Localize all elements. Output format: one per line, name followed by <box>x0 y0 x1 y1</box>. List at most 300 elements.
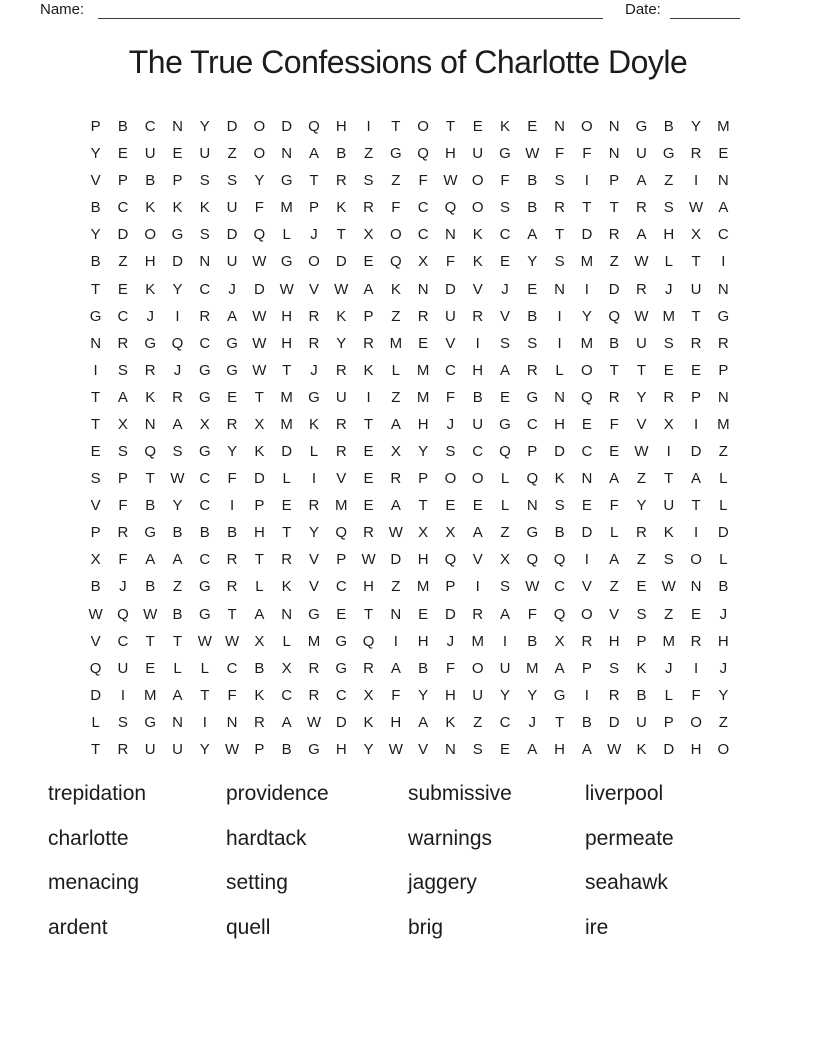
grid-letter: C <box>335 686 347 704</box>
grid-letter: I <box>93 361 98 379</box>
grid-letter: B <box>663 118 674 136</box>
grid-letter: B <box>145 172 156 190</box>
grid-letter: K <box>336 307 347 325</box>
grid-letter: O <box>581 361 593 379</box>
grid-letter: W <box>170 470 185 488</box>
grid-letter: U <box>636 334 647 352</box>
word-list-item: quell <box>226 915 271 939</box>
grid-letter: T <box>172 632 183 650</box>
grid-letter: K <box>636 659 647 677</box>
grid-letter: A <box>281 713 292 731</box>
grid-letter: W <box>225 740 240 758</box>
grid-letter: F <box>118 551 128 569</box>
grid-letter: W <box>388 524 403 542</box>
grid-letter: Y <box>90 145 101 163</box>
grid-letter: G <box>226 334 238 352</box>
grid-letter: I <box>693 659 699 677</box>
grid-letter: I <box>120 686 126 704</box>
grid-letter: B <box>527 307 538 325</box>
grid-letter: R <box>472 307 484 325</box>
grid-letter: N <box>390 605 402 623</box>
grid-letter: H <box>445 145 456 163</box>
grid-letter: U <box>226 253 238 271</box>
grid-letter: C <box>445 361 456 379</box>
grid-letter: V <box>90 497 101 515</box>
grid-letter: M <box>717 415 730 433</box>
grid-letter: B <box>117 118 128 136</box>
grid-letter: X <box>90 551 101 569</box>
grid-letter: T <box>309 172 319 190</box>
grid-letter: K <box>145 199 156 217</box>
grid-letter: V <box>636 415 647 433</box>
grid-letter: B <box>527 172 538 190</box>
grid-letter: H <box>417 415 429 433</box>
grid-letter: I <box>557 307 562 325</box>
grid-letter: Z <box>664 605 674 623</box>
grid-letter: T <box>145 470 155 488</box>
grid-letter: C <box>417 226 429 244</box>
grid-letter: E <box>363 253 374 271</box>
grid-letter: I <box>475 334 480 352</box>
grid-letter: K <box>445 713 456 731</box>
word-list-item: jaggery <box>408 871 477 894</box>
grid-letter: S <box>554 497 565 515</box>
grid-letter: H <box>445 686 456 704</box>
grid-letter: T <box>582 199 592 217</box>
grid-letter: M <box>280 388 293 406</box>
grid-letter: R <box>636 524 647 542</box>
grid-letter: D <box>253 470 265 488</box>
grid-letter: J <box>173 361 182 379</box>
grid-letter: F <box>445 659 456 677</box>
grid-letter: W <box>197 632 212 650</box>
grid-letter: Z <box>500 524 510 542</box>
grid-letter: O <box>471 470 484 488</box>
grid-letter: I <box>693 524 699 542</box>
word-search-grid <box>82 113 737 763</box>
grid-letter: D <box>608 713 620 731</box>
grid-letter: S <box>199 172 210 190</box>
grid-letter: M <box>526 659 539 677</box>
grid-letter: G <box>198 605 211 623</box>
grid-letter: S <box>500 334 511 352</box>
grid-letter: T <box>363 605 374 623</box>
grid-letter: J <box>446 632 455 650</box>
grid-letter: Y <box>527 253 538 271</box>
grid-letter: Y <box>418 443 429 461</box>
grid-letter: K <box>145 388 156 406</box>
grid-letter: B <box>254 659 265 677</box>
grid-letter: J <box>446 415 455 433</box>
grid-letter: B <box>145 578 156 596</box>
grid-letter: P <box>718 361 729 379</box>
grid-letter: C <box>581 443 593 461</box>
grid-letter: Z <box>118 253 128 271</box>
grid-letter: O <box>581 118 593 136</box>
grid-letter: A <box>363 280 374 298</box>
grid-letter: B <box>554 524 565 542</box>
grid-letter: H <box>663 226 675 244</box>
grid-letter: K <box>390 280 401 298</box>
grid-letter: Y <box>363 740 374 758</box>
grid-letter: A <box>390 415 401 433</box>
grid-letter: V <box>609 605 620 623</box>
grid-letter: G <box>335 632 348 650</box>
grid-letter: B <box>581 713 592 731</box>
grid-letter: G <box>198 578 211 596</box>
grid-letter: A <box>527 740 538 758</box>
grid-letter: T <box>200 686 210 704</box>
grid-letter: N <box>608 118 620 136</box>
grid-letter: J <box>228 280 236 298</box>
grid-letter: H <box>717 632 729 650</box>
word-list-item: brig <box>408 915 444 939</box>
grid-letter: U <box>199 145 211 163</box>
grid-letter: E <box>227 388 238 406</box>
grid-letter: R <box>308 686 320 704</box>
grid-letter: M <box>471 632 484 650</box>
word-list-item: ardent <box>48 915 108 939</box>
grid-letter: Z <box>391 307 401 325</box>
grid-letter: D <box>281 443 293 461</box>
grid-letter: T <box>336 226 346 244</box>
grid-letter: E <box>691 361 702 379</box>
grid-letter: S <box>663 199 674 217</box>
grid-letter: L <box>255 578 264 596</box>
grid-letter: D <box>90 686 102 704</box>
grid-letter: U <box>690 280 702 298</box>
grid-letter: Y <box>90 226 101 244</box>
grid-letter: Z <box>227 145 237 163</box>
grid-letter: C <box>472 443 484 461</box>
word-list-item: charlotte <box>48 826 129 850</box>
grid-letter: R <box>335 443 347 461</box>
grid-letter: E <box>145 659 156 677</box>
grid-letter: G <box>144 524 157 542</box>
grid-letter: V <box>472 280 483 298</box>
grid-letter: B <box>527 199 538 217</box>
grid-letter: U <box>172 740 183 758</box>
grid-letter: T <box>282 524 292 542</box>
grid-letter: A <box>172 551 183 569</box>
grid-letter: A <box>500 361 511 379</box>
grid-letter: D <box>717 524 729 542</box>
grid-letter: C <box>117 199 129 217</box>
grid-letter: R <box>226 551 238 569</box>
grid-letter: O <box>253 118 266 136</box>
grid-letter: S <box>90 470 101 488</box>
grid-letter: H <box>390 713 402 731</box>
grid-letter: S <box>554 172 565 190</box>
grid-letter: O <box>390 226 402 244</box>
grid-letter: G <box>308 740 320 758</box>
grid-letter: U <box>499 659 511 677</box>
grid-letter: W <box>279 280 294 298</box>
grid-letter: Z <box>473 713 483 731</box>
grid-letter: H <box>472 361 484 379</box>
grid-letter: R <box>526 361 538 379</box>
grid-letter: G <box>198 388 211 406</box>
grid-letter: J <box>310 226 318 244</box>
grid-letter: E <box>500 253 511 271</box>
grid-letter: C <box>199 470 211 488</box>
grid-letter: S <box>609 659 620 677</box>
grid-letter: G <box>526 388 539 406</box>
grid-letter: E <box>117 280 128 298</box>
grid-letter: D <box>172 253 183 271</box>
grid-letter: R <box>308 497 320 515</box>
grid-letter: R <box>335 361 347 379</box>
grid-letter: W <box>306 713 322 731</box>
grid-letter: C <box>199 334 211 352</box>
grid-letter: F <box>391 686 401 704</box>
grid-letter: R <box>226 415 238 433</box>
grid-letter: O <box>253 145 266 163</box>
grid-letter: H <box>417 632 429 650</box>
grid-letter: Q <box>144 443 157 461</box>
grid-letter: R <box>472 605 484 623</box>
grid-letter: L <box>91 713 100 731</box>
grid-letter: L <box>173 659 182 677</box>
grid-letter: U <box>472 145 484 163</box>
grid-letter: F <box>555 145 565 163</box>
grid-letter: W <box>225 632 240 650</box>
grid-letter: J <box>528 713 537 731</box>
grid-letter: J <box>665 659 673 677</box>
grid-letter: C <box>499 713 511 731</box>
grid-letter: V <box>336 470 347 488</box>
word-list-item: menacing <box>48 871 140 894</box>
grid-letter: J <box>310 361 318 379</box>
grid-letter: I <box>366 118 371 136</box>
grid-letter: Z <box>609 253 619 271</box>
grid-letter: I <box>202 713 207 731</box>
grid-letter: N <box>199 253 211 271</box>
grid-letter: A <box>554 659 565 677</box>
grid-letter: E <box>472 118 483 136</box>
grid-letter: A <box>117 388 128 406</box>
grid-letter: H <box>335 740 347 758</box>
grid-letter: F <box>227 470 237 488</box>
grid-letter: G <box>526 524 539 542</box>
grid-letter: K <box>663 524 674 542</box>
grid-letter: U <box>335 388 347 406</box>
grid-letter: P <box>691 388 702 406</box>
grid-letter: M <box>662 307 675 325</box>
grid-letter: L <box>309 443 319 461</box>
grid-letter: S <box>117 443 128 461</box>
grid-letter: D <box>117 226 129 244</box>
grid-letter: E <box>445 497 456 515</box>
grid-letter: S <box>500 199 511 217</box>
grid-letter: Z <box>636 470 647 488</box>
grid-letter: Q <box>581 388 593 406</box>
grid-letter: D <box>226 118 238 136</box>
grid-letter: N <box>717 280 729 298</box>
grid-letter: O <box>471 199 484 217</box>
grid-letter: F <box>418 172 428 190</box>
grid-letter: C <box>117 632 129 650</box>
grid-letter: E <box>363 470 374 488</box>
grid-letter: X <box>199 415 210 433</box>
grid-letter: C <box>717 226 729 244</box>
grid-letter: A <box>227 307 238 325</box>
grid-letter: N <box>581 470 593 488</box>
name-fill-line <box>98 2 603 19</box>
grid-letter: F <box>500 172 510 190</box>
grid-letter: P <box>636 632 647 650</box>
grid-letter: A <box>390 659 401 677</box>
grid-letter: B <box>90 578 101 596</box>
grid-letter: X <box>390 443 401 461</box>
grid-letter: M <box>143 686 157 704</box>
grid-letter: B <box>527 632 538 650</box>
grid-letter: V <box>472 551 483 569</box>
grid-letter: M <box>335 497 348 515</box>
grid-letter: I <box>502 632 508 650</box>
grid-letter: Q <box>335 524 348 542</box>
grid-letter: N <box>281 145 293 163</box>
grid-letter: Q <box>171 334 184 352</box>
grid-letter: M <box>280 415 293 433</box>
grid-letter: A <box>718 199 729 217</box>
grid-letter: X <box>418 253 429 271</box>
word-list-item: ire <box>585 915 609 939</box>
grid-letter: P <box>581 659 592 677</box>
grid-letter: T <box>664 470 674 488</box>
grid-letter: Q <box>444 199 457 217</box>
grid-letter: I <box>393 632 398 650</box>
grid-letter: T <box>691 307 701 325</box>
grid-letter: L <box>391 361 401 379</box>
grid-letter: W <box>252 334 267 352</box>
grid-letter: O <box>308 253 320 271</box>
word-list-item: submissive <box>408 782 512 805</box>
grid-letter: L <box>555 361 564 379</box>
grid-letter: N <box>717 172 729 190</box>
grid-letter: U <box>663 497 675 515</box>
grid-letter: P <box>117 172 128 190</box>
grid-letter: Z <box>391 388 401 406</box>
grid-letter: E <box>691 605 702 623</box>
grid-letter: Y <box>718 686 729 704</box>
date-label: Date: <box>625 1 661 18</box>
grid-letter: Y <box>254 172 265 190</box>
grid-letter: N <box>526 497 538 515</box>
grid-letter: R <box>335 415 347 433</box>
grid-letter: W <box>634 307 649 325</box>
grid-letter: A <box>636 172 647 190</box>
grid-letter: D <box>663 740 675 758</box>
grid-letter: R <box>226 578 238 596</box>
grid-letter: S <box>663 551 674 569</box>
grid-letter: A <box>500 605 511 623</box>
grid-letter: R <box>117 524 129 542</box>
grid-letter: T <box>691 497 701 515</box>
word-list-item: warnings <box>408 826 493 850</box>
grid-letter: O <box>417 118 429 136</box>
grid-letter: G <box>335 659 348 677</box>
grid-letter: E <box>363 443 374 461</box>
grid-letter: A <box>254 605 265 623</box>
grid-letter: I <box>557 334 562 352</box>
grid-letter: F <box>691 686 701 704</box>
grid-letter: W <box>252 307 267 325</box>
grid-letter: S <box>527 334 538 352</box>
grid-letter: Y <box>636 497 647 515</box>
grid-letter: G <box>717 307 730 325</box>
grid-letter: P <box>363 307 374 325</box>
grid-letter: T <box>227 605 237 623</box>
grid-letter: M <box>416 361 430 379</box>
grid-letter: T <box>445 118 456 136</box>
grid-letter: W <box>252 361 267 379</box>
grid-letter: U <box>117 659 129 677</box>
grid-letter: I <box>366 388 371 406</box>
grid-letter: A <box>636 226 647 244</box>
grid-letter: I <box>311 470 317 488</box>
grid-letter: R <box>690 334 702 352</box>
grid-letter: R <box>308 307 320 325</box>
grid-letter: M <box>580 334 594 352</box>
grid-letter: L <box>282 470 291 488</box>
grid-letter: M <box>307 632 321 650</box>
grid-letter: Q <box>362 632 375 650</box>
grid-letter: M <box>416 578 430 596</box>
grid-letter: G <box>144 334 157 352</box>
grid-letter: L <box>200 659 209 677</box>
grid-letter: M <box>280 199 293 217</box>
grid-letter: E <box>117 145 128 163</box>
grid-letter: E <box>500 388 511 406</box>
grid-letter: W <box>661 578 676 596</box>
grid-letter: Y <box>199 118 210 136</box>
grid-letter: E <box>500 740 511 758</box>
grid-letter: A <box>609 551 620 569</box>
grid-letter: X <box>663 415 674 433</box>
word-list-item: hardtack <box>226 826 307 850</box>
grid-letter: N <box>226 713 238 731</box>
grid-letter: J <box>719 605 728 623</box>
grid-letter: Z <box>718 443 728 461</box>
grid-letter: A <box>145 551 156 569</box>
grid-letter: I <box>175 307 180 325</box>
grid-letter: C <box>417 199 429 217</box>
grid-letter: Z <box>636 551 647 569</box>
grid-letter: Y <box>418 686 429 704</box>
grid-letter: R <box>363 199 374 217</box>
grid-letter: K <box>472 253 483 271</box>
grid-letter: R <box>636 280 647 298</box>
grid-letter: R <box>363 659 374 677</box>
grid-letter: Y <box>581 307 592 325</box>
word-list-item: setting <box>226 871 288 894</box>
grid-letter: Y <box>527 686 538 704</box>
grid-letter: N <box>717 388 729 406</box>
grid-letter: W <box>634 443 649 461</box>
grid-letter: Q <box>417 145 429 163</box>
grid-letter: A <box>418 713 429 731</box>
grid-letter: O <box>717 740 730 758</box>
grid-letter: R <box>253 713 265 731</box>
grid-letter: O <box>471 659 484 677</box>
grid-letter: A <box>581 740 592 758</box>
grid-letter: L <box>719 551 728 569</box>
grid-letter: V <box>500 307 511 325</box>
grid-letter: C <box>554 578 566 596</box>
grid-letter: L <box>500 497 510 515</box>
grid-letter: G <box>171 226 184 244</box>
